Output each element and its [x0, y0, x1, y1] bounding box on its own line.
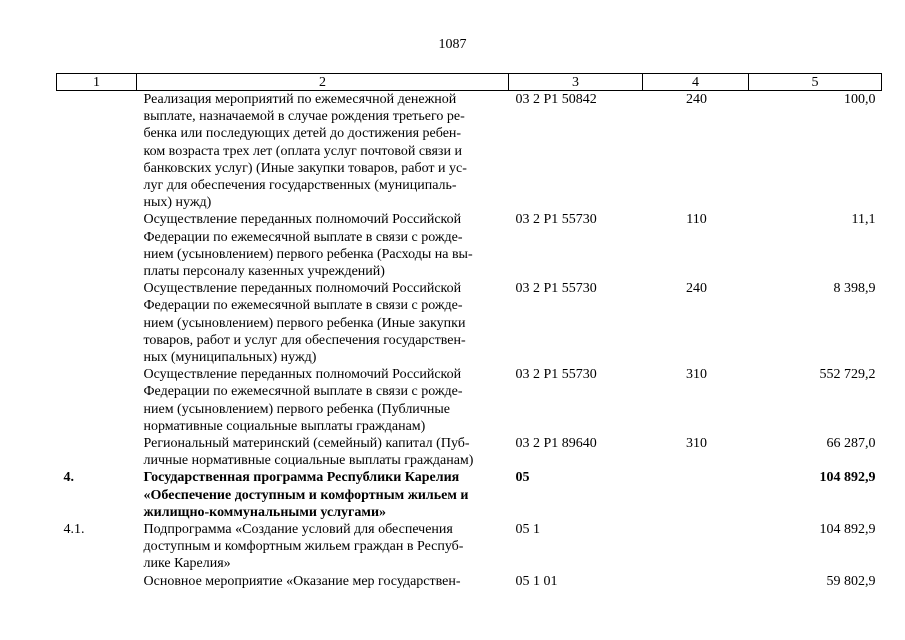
row-number: 4.1. [63, 522, 85, 538]
header-col-5: 5 [749, 74, 882, 91]
header-col-2: 2 [137, 74, 509, 91]
description-line: жилищно-коммунальными услугами» [143, 504, 387, 520]
table-row [57, 573, 882, 590]
row-expense-type: 240 [686, 281, 707, 297]
row-budget-code: 05 1 [515, 522, 540, 538]
row-amount: 11,1 [851, 212, 876, 228]
row-budget-code: 03 2 P1 55730 [515, 367, 597, 383]
row-expense-type: 240 [686, 92, 707, 107]
row-budget-code: 03 2 P1 50842 [515, 92, 597, 107]
row-number [57, 573, 137, 590]
description-line: личные нормативные социальные выплаты гражданам) [143, 453, 474, 469]
description-line: Федерации по ежемесячной выплате в связи с рожде- [143, 384, 463, 400]
row-budget-code: 03 2 P1 55730 [515, 212, 597, 228]
description-line: доступным и комфортным жильем граждан в Респуб- [143, 539, 464, 555]
row-number [57, 366, 137, 435]
row-amount: 104 892,9 [819, 522, 876, 538]
row-description [137, 435, 509, 469]
row-amount: 552 729,2 [819, 367, 876, 383]
description-line: Федерации по ежемесячной выплате в связи с рожде- [143, 229, 463, 245]
row-amount: 100,0 [844, 92, 876, 107]
description-line: Реализация мероприятий по ежемесячной денежной [143, 92, 457, 107]
description-line: ком возраста трех лет (оплата услуг почтовой связи и [143, 143, 462, 159]
description-line: ных (муниципальных) нужд) [143, 350, 317, 366]
description-line: Осуществление переданных полномочий Российской [143, 212, 462, 228]
page-number: 1087 [438, 37, 467, 52]
table-row [57, 211, 882, 280]
description-line: Осуществление переданных полномочий Российской [143, 367, 462, 383]
row-budget-code: 03 2 P1 89640 [515, 436, 597, 452]
description-line: Основное мероприятие «Оказание мер государствен- [143, 573, 461, 589]
row-amount: 8 398,9 [833, 281, 876, 297]
row-number [57, 91, 137, 212]
description-line: Осуществление переданных полномочий Российской [143, 281, 462, 297]
table-row [57, 366, 882, 435]
row-description [137, 211, 509, 280]
row-description [137, 521, 509, 573]
row-expense-type [643, 573, 749, 590]
row-budget-code: 03 2 P1 55730 [515, 281, 597, 297]
row-number [57, 280, 137, 366]
description-line: Подпрограмма «Создание условий для обеспечения [143, 522, 453, 538]
row-number [57, 211, 137, 280]
row-expense-type: 110 [686, 212, 707, 228]
table-row [57, 469, 882, 521]
row-number: 4. [63, 470, 74, 486]
description-line: «Обеспечение доступным и комфортным жильем и [143, 487, 469, 503]
description-line: выплате, назначаемой в случае рождения третьего ре- [143, 109, 465, 125]
header-col-4: 4 [643, 74, 749, 91]
table-header [57, 74, 882, 91]
row-budget-code: 05 1 01 [515, 573, 558, 589]
row-expense-type [643, 469, 749, 521]
description-line: бенка или последующих детей до достижения ребен- [143, 126, 462, 142]
row-expense-type [643, 521, 749, 573]
description-line: луг для обеспечения государственных (муниципаль- [143, 178, 457, 194]
description-line: нием (усыновлением) первого ребенка (Расходы на вы- [143, 246, 473, 262]
description-line: Региональный материнский (семейный) капитал (Пуб- [143, 436, 470, 452]
row-description [137, 469, 509, 521]
row-expense-type: 310 [686, 367, 707, 383]
header-col-1: 1 [57, 74, 137, 91]
table-row [57, 280, 882, 366]
row-amount: 59 802,9 [826, 573, 876, 589]
row-amount: 66 287,0 [826, 436, 876, 452]
budget-table [56, 73, 882, 590]
table-row [57, 435, 882, 469]
row-number [57, 435, 137, 469]
row-description [137, 91, 509, 212]
description-line: нием (усыновлением) первого ребенка (Публичные [143, 401, 450, 417]
table-body [57, 91, 882, 590]
row-description [137, 573, 509, 590]
row-description [137, 280, 509, 366]
description-line: нием (усыновлением) первого ребенка (Иные закупки [143, 315, 466, 331]
table-row [57, 521, 882, 573]
description-line: товаров, работ и услуг для обеспечения государствен- [143, 332, 466, 348]
row-budget-code: 05 [515, 470, 530, 486]
row-description [137, 366, 509, 435]
description-line: ных) нужд) [143, 195, 212, 211]
description-line: банковских услуг) (Иные закупки товаров, работ и ус- [143, 160, 467, 176]
row-expense-type: 310 [686, 436, 707, 452]
row-amount: 104 892,9 [819, 470, 876, 486]
header-col-3: 3 [509, 74, 643, 91]
description-line: лике Карелия» [143, 556, 231, 572]
description-line: Федерации по ежемесячной выплате в связи с рожде- [143, 298, 463, 314]
description-line: нормативные социальные выплаты гражданам) [143, 418, 426, 434]
description-line: платы персоналу казенных учреждений) [143, 264, 385, 280]
table-row [57, 91, 882, 212]
header-row [57, 74, 882, 91]
description-line: Государственная программа Республики Карелия [143, 470, 460, 486]
